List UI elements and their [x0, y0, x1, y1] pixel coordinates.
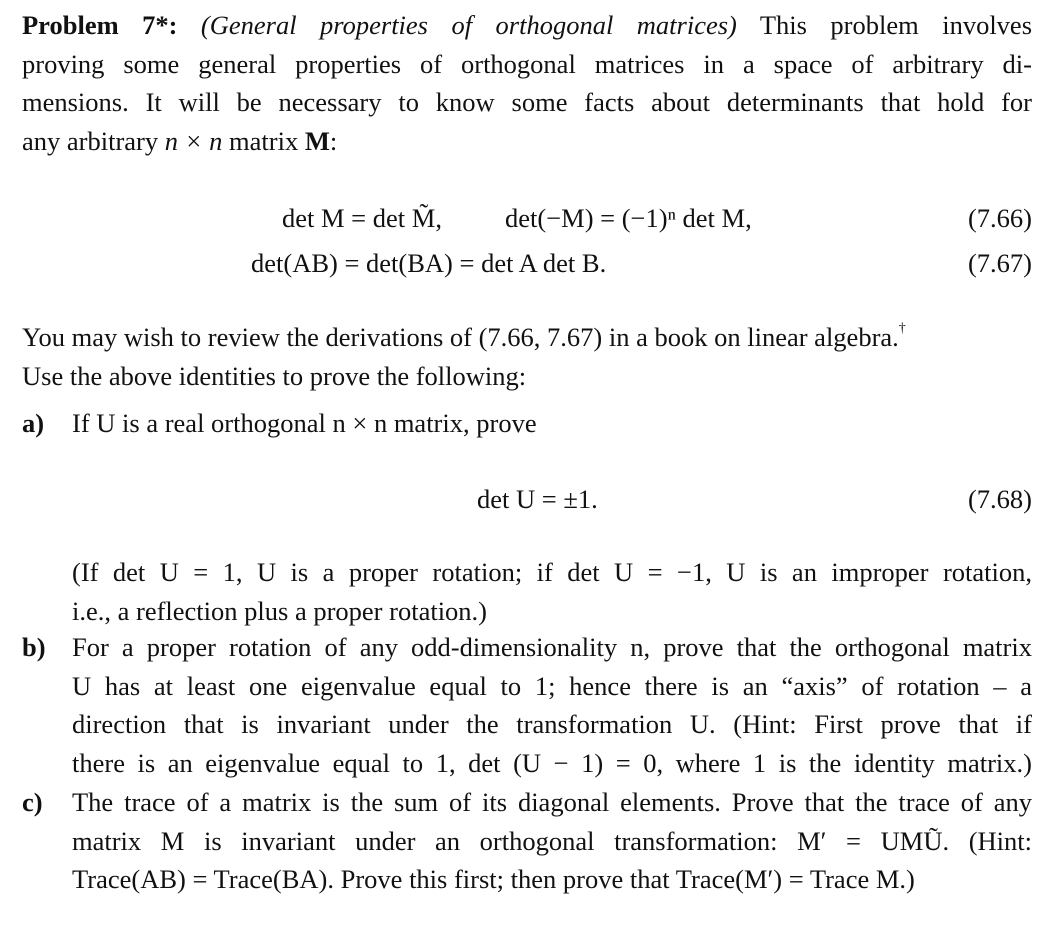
equation-7-66-left: det M = det M̃, — [282, 203, 442, 233]
part-c-label: c) — [22, 787, 43, 817]
part-a-note-line-2: i.e., a reflection plus a proper rotation.) — [72, 595, 488, 626]
equation-7-66 — [0, 199, 1038, 237]
intro-line-3: mensions. It will be necessary to know some facts about determinants that hold for — [22, 87, 1032, 117]
review-line-1: You may wish to review the derivations of (7.66, 7.67) in a book on linear algebra.† — [22, 321, 906, 352]
part-b-line-4: there is an eigenvalue equal to 1, det (U − 1) = 0, where 1 is the identity matrix.) — [72, 747, 1032, 778]
equation-number-7-66: (7.66) — [967, 203, 1032, 233]
part-b-line-3: direction that is invariant under the transformation U. (Hint: First prove that if — [72, 709, 1032, 739]
intro-line-4: any arbitrary n × n matrix M: — [22, 125, 338, 156]
part-c-line-2: matrix M is invariant under an orthogonal transformation: M′ = UMŨ. (Hint: — [72, 825, 1032, 856]
problem-subtitle: (General properties of orthogonal matrices) — [200, 10, 737, 40]
equation-7-67-body: det(AB) = det(BA) = det A det B. — [251, 248, 607, 278]
problem-intro — [22, 6, 1032, 160]
part-c-line-1: The trace of a matrix is the sum of its diagonal elements. Prove that the trace of any — [72, 787, 1032, 817]
part-a-text: If U is a real orthogonal n × n matrix, prove — [72, 408, 537, 438]
problem-label: Problem 7*: — [22, 10, 178, 40]
part-c-text — [72, 783, 1032, 899]
part-b-text — [72, 628, 1032, 782]
equation-7-67 — [0, 244, 1038, 282]
part-b-line-1: For a proper rotation of any odd-dimensionality n, prove that the orthogonal matrix — [72, 632, 1032, 662]
part-b-line-2: U has at least one eigenvalue equal to 1; hence there is an “axis” of rotation – a — [72, 670, 1032, 701]
part-b-label: b) — [22, 632, 46, 662]
equation-number-7-68: (7.68) — [967, 484, 1032, 514]
intro-line-1 — [22, 6, 1032, 45]
footnote-dagger: † — [898, 321, 906, 336]
part-a-note-line-1: (If det U = 1, U is a proper rotation; if det U = −1, U is an improper rotation, — [72, 557, 1032, 587]
equation-7-68-body: det U = ±1. — [477, 484, 598, 514]
equation-number-7-67: (7.67) — [967, 248, 1032, 278]
review-paragraph — [22, 318, 1032, 395]
equation-7-68 — [0, 480, 1038, 518]
review-line-2: Use the above identities to prove the following: — [22, 360, 527, 391]
intro-line-2: proving some general properties of orthogonal matrices in a space of arbitrary di- — [22, 48, 1032, 79]
part-a-label: a) — [22, 408, 45, 438]
intro-text-1: This problem involves — [759, 10, 1033, 40]
equation-7-66-right: det(−M) = (−1)ⁿ det M, — [505, 203, 752, 233]
part-c-line-3: Trace(AB) = Trace(BA). Prove this first; then prove that Trace(M′) = Trace M.) — [72, 864, 915, 894]
